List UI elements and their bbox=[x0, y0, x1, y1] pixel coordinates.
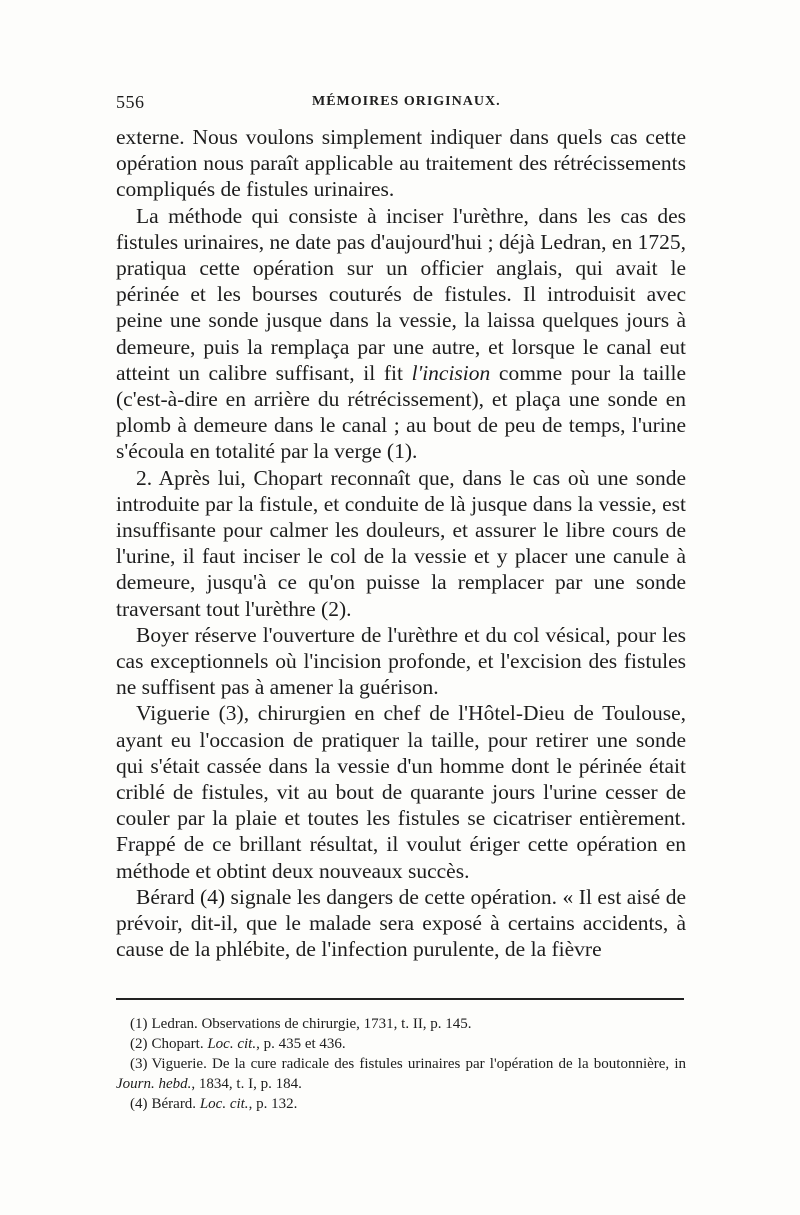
footnote-1-text: Ledran. Observations de chirurgie, 1731, t. II, p. 145. bbox=[151, 1016, 472, 1032]
paragraph-ledran-text-2: comme pour la taille (c'est-à-dire en arrière du rétrécissement), et plaça une sonde en plomb à demeure dans le canal ; au bout de peu de temps, l'urine s'écoula en totalité par la verge (1). bbox=[116, 360, 687, 464]
footnote-4-text-1: Bérard. bbox=[151, 1096, 200, 1112]
footnote-3-text-1: Viguerie. De la cure radicale des fistules urinaires par l'opération de la boutonnière, in bbox=[151, 1056, 686, 1072]
footnote-3 bbox=[116, 1054, 686, 1094]
footnote-1 bbox=[116, 1014, 686, 1034]
footnotes bbox=[116, 1014, 686, 1114]
footnote-divider bbox=[116, 998, 684, 1000]
footnote-4-italic: Loc. cit. bbox=[199, 1096, 249, 1112]
paragraph-boyer: Boyer réserve l'ouverture de l'urèthre et du col vésical, pour les cas exceptionnels où l'incision profonde, et l'excision des fistules ne suffisent pas à amener la guérison. bbox=[116, 622, 686, 700]
footnote-3-italic: Journ. hebd. bbox=[116, 1076, 192, 1092]
paragraph-continuation: externe. Nous voulons simplement indiquer dans quels cas cette opération nous paraît applicable au traitement des rétrécissements compliqués de fistules urinaires. bbox=[116, 125, 686, 202]
footnote-1-number: (1) bbox=[130, 1016, 148, 1032]
page-number: 556 bbox=[116, 92, 145, 112]
paragraph-ledran bbox=[116, 203, 686, 465]
footnote-2 bbox=[116, 1034, 686, 1054]
footnote-2-number: (2) bbox=[130, 1036, 148, 1052]
paragraph-berard: Bérard (4) signale les dangers de cette opération. « Il est aisé de prévoir, dit-il, que le malade sera exposé à certains accidents, à cause de la phlébite, de l'infection purulente, de la fièvre bbox=[116, 884, 686, 962]
footnote-2-text-1: Chopart. bbox=[151, 1036, 208, 1052]
paragraph-ledran-italic: l'incision bbox=[411, 360, 491, 385]
footnote-3-text-2: , 1834, t. I, p. 184. bbox=[191, 1076, 302, 1092]
body-text bbox=[116, 124, 686, 963]
footnote-4-number: (4) bbox=[130, 1096, 148, 1112]
footnote-4-text-2: , p. 132. bbox=[248, 1096, 298, 1112]
page-header bbox=[116, 92, 686, 122]
paragraph-chopart: 2. Après lui, Chopart reconnaît que, dans le cas où une sonde introduite par la fistule, et conduite de là jusque dans la vessie, est insuffisante pour calmer les douleurs, et assurer le libre cours de l'urine, il faut inciser le col de la vessie et y placer une canule à demeure, jusqu'à ce qu'on puisse la remplacer par une sonde traversant tout l'urèthre (2). bbox=[116, 465, 686, 621]
footnote-4 bbox=[116, 1094, 686, 1114]
footnote-3-number: (3) bbox=[130, 1056, 148, 1072]
footnote-2-italic: Loc. cit. bbox=[207, 1036, 257, 1052]
running-title: MÉMOIRES ORIGINAUX. bbox=[312, 94, 501, 109]
paragraph-viguerie: Viguerie (3), chirurgien en chef de l'Hôtel-Dieu de Toulouse, ayant eu l'occasion de pratiquer la taille, pour retirer une sonde qui s'était cassée dans la vessie d'un homme dont le périnée était criblé de fistules, vit au bout de quarante jours l'urine cesser de couler par la plaie et toutes les fistules se cicatriser entièrement. Frappé de ce brillant résultat, il voulut ériger cette opération en méthode et obtint deux nouveaux succès. bbox=[116, 701, 686, 883]
paragraph-ledran-text-1: La méthode qui consiste à inciser l'urèthre, dans les cas des fistules urinaires, ne date pas d'aujourd'hui ; déjà Ledran, en 1725, pratiqua cette opération sur un officier anglais, qui avait le périnée et les bourses couturés de fistules. Il introduisit avec peine une sonde jusque dans la vessie, la laissa quelques jours à demeure, puis la remplaça par une autre, et lorsque le canal eut atteint un calibre suffisant, il fit bbox=[116, 203, 686, 385]
footnote-2-text-2: , p. 435 et 436. bbox=[256, 1036, 346, 1052]
